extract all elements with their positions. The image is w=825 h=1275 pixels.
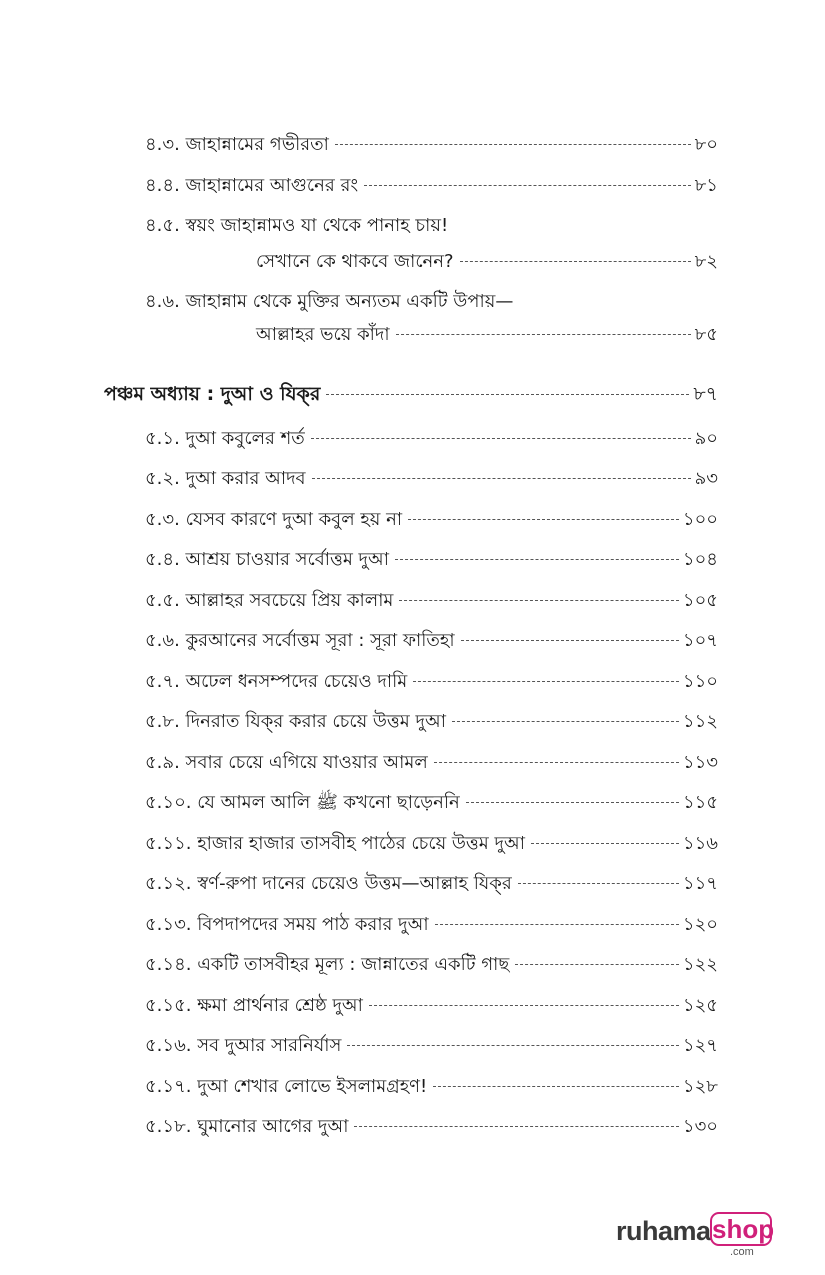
dot-leader: [335, 144, 691, 145]
entry-page-number: ৮২: [694, 251, 718, 272]
entry-title-continued: সেখানে কে থাকবে জানেন?: [256, 251, 454, 272]
toc-entry[interactable]: [145, 994, 718, 1018]
dot-leader: [452, 721, 679, 722]
chapter-title: পঞ্চম অধ্যায় : দুআ ও যিক্‌র: [104, 383, 321, 405]
entry-number: ৫.৪.: [145, 549, 180, 570]
entry-page-number: ১২৮: [682, 1076, 718, 1097]
entry-title: দিনরাত যিক্‌র করার চেয়ে উত্তম দুআ: [185, 711, 446, 732]
toc-entry[interactable]: [145, 214, 718, 238]
toc-entry-continuation[interactable]: [256, 323, 718, 347]
dot-leader: [364, 185, 691, 186]
toc-entry[interactable]: [145, 174, 718, 198]
entry-number: ৫.১০.: [145, 792, 192, 813]
toc-entry[interactable]: [145, 427, 718, 451]
entry-number: ৫.৬.: [145, 630, 180, 651]
logo-wordmark: ruhama: [616, 1216, 711, 1246]
toc-entry[interactable]: [145, 133, 718, 157]
entry-number: ৫.১৬.: [145, 1035, 192, 1056]
entry-number: ৫.১৩.: [145, 914, 192, 935]
dot-leader: [399, 600, 679, 601]
entry-number: ৫.৭.: [145, 671, 180, 692]
entry-page-number: ৯০: [694, 428, 718, 449]
toc-entry[interactable]: [145, 710, 718, 734]
entry-number: ৫.১৪.: [145, 954, 192, 975]
entry-number: ৫.১৫.: [145, 995, 192, 1016]
dot-leader: [347, 1045, 679, 1046]
dot-leader: [354, 1126, 678, 1127]
entry-title: দুআ কবুলের শর্ত: [185, 428, 305, 449]
entry-title: দুআ শেখার লোভে ইসলামগ্রহণ!: [197, 1076, 428, 1097]
toc-entry[interactable]: [145, 832, 718, 856]
dot-leader: [326, 394, 689, 395]
dot-leader: [435, 924, 679, 925]
entry-page-number: ১১৭: [682, 873, 718, 894]
entry-number: ৫.১২.: [145, 873, 192, 894]
toc-entry[interactable]: [145, 548, 718, 572]
entry-title: কুরআনের সর্বোত্তম সূরা : সূরা ফাতিহা: [185, 630, 455, 651]
entry-page-number: ৮০: [694, 134, 718, 155]
dot-leader: [531, 843, 679, 844]
dot-leader: [434, 762, 679, 763]
entry-page-number: ১২৫: [682, 995, 718, 1016]
dot-leader: [460, 261, 691, 262]
entry-title: বিপদাপদের সময় পাঠ করার দুআ: [197, 914, 429, 935]
entry-title-continued: আল্লাহর ভয়ে কাঁদা: [256, 324, 390, 345]
entry-page-number: ১১২: [682, 711, 718, 732]
entry-page-number: ১২০: [682, 914, 718, 935]
logo-domain: .com: [730, 1246, 754, 1258]
entry-page-number: ১০৭: [682, 630, 718, 651]
chapter-page-number: ৮৭: [693, 383, 718, 405]
dot-leader: [369, 1005, 679, 1006]
entry-number: ৫.২.: [145, 468, 180, 489]
entry-page-number: ৮৫: [694, 324, 718, 345]
entry-number: ৫.৩.: [145, 509, 180, 530]
toc-entry[interactable]: [145, 791, 718, 815]
dot-leader: [515, 964, 679, 965]
toc-entry[interactable]: [145, 872, 718, 896]
entry-number: ৪.৫.: [145, 215, 180, 236]
dot-leader: [461, 640, 679, 641]
dot-leader: [413, 681, 679, 682]
entry-page-number: ১২২: [682, 954, 718, 975]
toc-entry[interactable]: [145, 670, 718, 694]
entry-title: ঘুমানোর আগের দুআ: [197, 1116, 349, 1137]
entry-title: যে আমল আলি ﷺ কখনো ছাড়েননি: [197, 792, 460, 813]
toc-entry[interactable]: [145, 290, 718, 314]
entry-title: ক্ষমা প্রার্থনার শ্রেষ্ঠ দুআ: [197, 995, 363, 1016]
dot-leader: [408, 519, 679, 520]
entry-page-number: ৮১: [694, 175, 718, 196]
entry-title: সবার চেয়ে এগিয়ে যাওয়ার আমল: [185, 752, 428, 773]
entry-number: ৫.১৭.: [145, 1076, 192, 1097]
entry-number: ৫.৯.: [145, 752, 180, 773]
entry-page-number: ১১৫: [682, 792, 718, 813]
entry-number: ৪.৩.: [145, 134, 180, 155]
entry-title: সব দুআর সারনির্যাস: [197, 1035, 342, 1056]
entry-page-number: ৯৩: [694, 468, 718, 489]
entry-number: ৫.৮.: [145, 711, 180, 732]
entry-title: স্বয়ং জাহান্নামও যা থেকে পানাহ চায়!: [185, 215, 449, 236]
entry-title: জাহান্নামের আগুনের রং: [185, 175, 359, 196]
entry-title: আশ্রয় চাওয়ার সর্বোত্তম দুআ: [185, 549, 389, 570]
toc-entry[interactable]: [145, 589, 718, 613]
entry-page-number: ১০৪: [682, 549, 718, 570]
dot-leader: [312, 478, 691, 479]
entry-title: আল্লাহর সবচেয়ে প্রিয় কালাম: [185, 590, 394, 611]
dot-leader: [466, 802, 679, 803]
entry-page-number: ১০৫: [682, 590, 718, 611]
toc-entry[interactable]: [145, 913, 718, 937]
toc-entry[interactable]: [145, 1115, 718, 1139]
toc-entry[interactable]: [145, 508, 718, 532]
dot-leader: [433, 1086, 679, 1087]
toc-entry-continuation[interactable]: [256, 250, 718, 274]
toc-entry[interactable]: [145, 467, 718, 491]
entry-title: অঢেল ধনসম্পদের চেয়েও দামি: [185, 671, 408, 692]
logo-shop-badge: shop: [712, 1214, 775, 1244]
dot-leader: [518, 883, 679, 884]
toc-entry[interactable]: [145, 1075, 718, 1099]
toc-entry[interactable]: [145, 629, 718, 653]
entry-title: জাহান্নামের গভীরতা: [185, 134, 329, 155]
entry-page-number: ১১৬: [682, 833, 718, 854]
entry-number: ৫.১.: [145, 428, 180, 449]
entry-number: ৫.৫.: [145, 590, 180, 611]
entry-title: হাজার হাজার তাসবীহ পাঠের চেয়ে উত্তম দুআ: [197, 833, 525, 854]
entry-page-number: ১১০: [682, 671, 718, 692]
toc-entry[interactable]: [145, 1034, 718, 1058]
dot-leader: [395, 559, 679, 560]
entry-title: একটি তাসবীহর মূল্য : জান্নাতের একটি গাছ: [197, 954, 510, 975]
entry-number: ৪.৪.: [145, 175, 180, 196]
entry-page-number: ১০০: [682, 509, 718, 530]
dot-leader: [311, 438, 691, 439]
entry-page-number: ১৩০: [682, 1116, 718, 1137]
entry-title: যেসব কারণে দুআ কবুল হয় না: [185, 509, 403, 530]
entry-number: ৫.১৮.: [145, 1116, 192, 1137]
chapter-heading[interactable]: [104, 382, 718, 406]
dot-leader: [396, 334, 691, 335]
toc-entry[interactable]: [145, 953, 718, 977]
ruhamashop-logo: [616, 1210, 776, 1260]
entry-title: জাহান্নাম থেকে মুক্তির অন্যতম একটি উপায়—: [185, 291, 514, 312]
entry-page-number: ১১৩: [682, 752, 718, 773]
entry-page-number: ১২৭: [682, 1035, 718, 1056]
entry-number: ৪.৬.: [145, 291, 180, 312]
toc-entry[interactable]: [145, 751, 718, 775]
entry-number: ৫.১১.: [145, 833, 192, 854]
entry-title: স্বর্ণ-রুপা দানের চেয়েও উত্তম—আল্লাহ যিক্‌র: [197, 873, 512, 894]
entry-title: দুআ করার আদব: [185, 468, 306, 489]
